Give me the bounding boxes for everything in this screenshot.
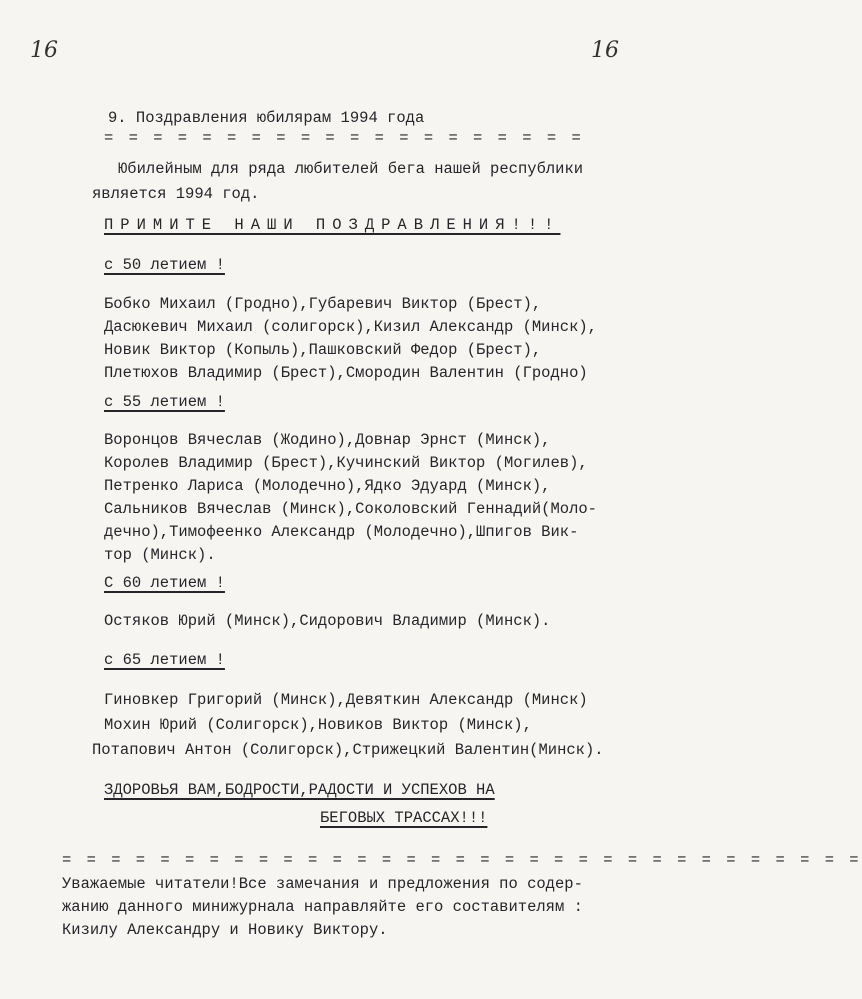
separator-dashes: = = = = = = = = = = = = = = = = = = = = = = = = = = = = = = = = = — [62, 851, 862, 869]
group-55-line-3: Петренко Лариса (Молодечно),Ядко Эдуард (Минск), — [104, 477, 551, 495]
intro-line-1: Юбилейным для ряда любителей бега нашей республики — [118, 160, 584, 178]
section-heading: 9. Поздравления юбилярам 1994 года — [108, 109, 425, 127]
notice-line-3: Кизилу Александру и Новику Виктору. — [62, 921, 388, 939]
group-label-55: с 55 летием ! — [104, 393, 225, 411]
main-title: ПРИМИТЕ НАШИ ПОЗДРАВЛЕНИЯ!!! — [104, 216, 561, 234]
intro-line-2: является 1994 год. — [92, 185, 260, 203]
group-50-line-3: Новик Виктор (Копыль),Пашковский Федор (Брест), — [104, 341, 542, 359]
notice-line-1: Уважаемые читатели!Все замечания и предложения по содер- — [62, 875, 583, 893]
closing-line-2: БЕГОВЫХ ТРАССАХ!!! — [320, 809, 488, 827]
closing-line-1: ЗДОРОВЬЯ ВАМ,БОДРОСТИ,РАДОСТИ И УСПЕХОВ НА — [104, 781, 495, 799]
group-55-line-6: тор (Минск). — [104, 546, 216, 564]
group-50-line-4: Плетюхов Владимир (Брест),Смородин Валентин (Гродно) — [104, 364, 588, 382]
group-55-line-5: дечно),Тимофеенко Александр (Молодечно),Шпигов Вик- — [104, 523, 579, 541]
group-label-60: С 60 летием ! — [104, 574, 225, 592]
group-label-50: с 50 летием ! — [104, 256, 225, 274]
group-label-65: с 65 летием ! — [104, 651, 225, 669]
group-50-line-2: Дасюкевич Михаил (солигорск),Кизил Александр (Минск), — [104, 318, 597, 336]
page-number-right: 16 — [591, 38, 619, 63]
group-55-line-4: Сальников Вячеслав (Минск),Соколовский Геннадий(Моло- — [104, 500, 597, 518]
group-60-line-1: Остяков Юрий (Минск),Сидорович Владимир (Минск). — [104, 612, 551, 630]
heading-dashes: = = = = = = = = = = = = = = = = = = = = — [104, 129, 584, 147]
group-65-line-2: Мохин Юрий (Солигорск),Новиков Виктор (Минск), — [104, 716, 532, 734]
group-55-line-2: Королев Владимир (Брест),Кучинский Виктор (Могилев), — [104, 454, 588, 472]
group-55-line-1: Воронцов Вячеслав (Жодино),Довнар Эрнст (Минск), — [104, 431, 551, 449]
group-65-line-1: Гиновкер Григорий (Минск),Девяткин Александр (Минск) — [104, 691, 588, 709]
group-65-line-3: Потапович Антон (Солигорск),Стрижецкий Валентин(Минск). — [92, 741, 604, 759]
page-number-left: 16 — [30, 38, 58, 63]
notice-line-2: жанию данного минижурнала направляйте его составителям : — [62, 898, 583, 916]
group-50-line-1: Бобко Михаил (Гродно),Губаревич Виктор (Брест), — [104, 295, 542, 313]
